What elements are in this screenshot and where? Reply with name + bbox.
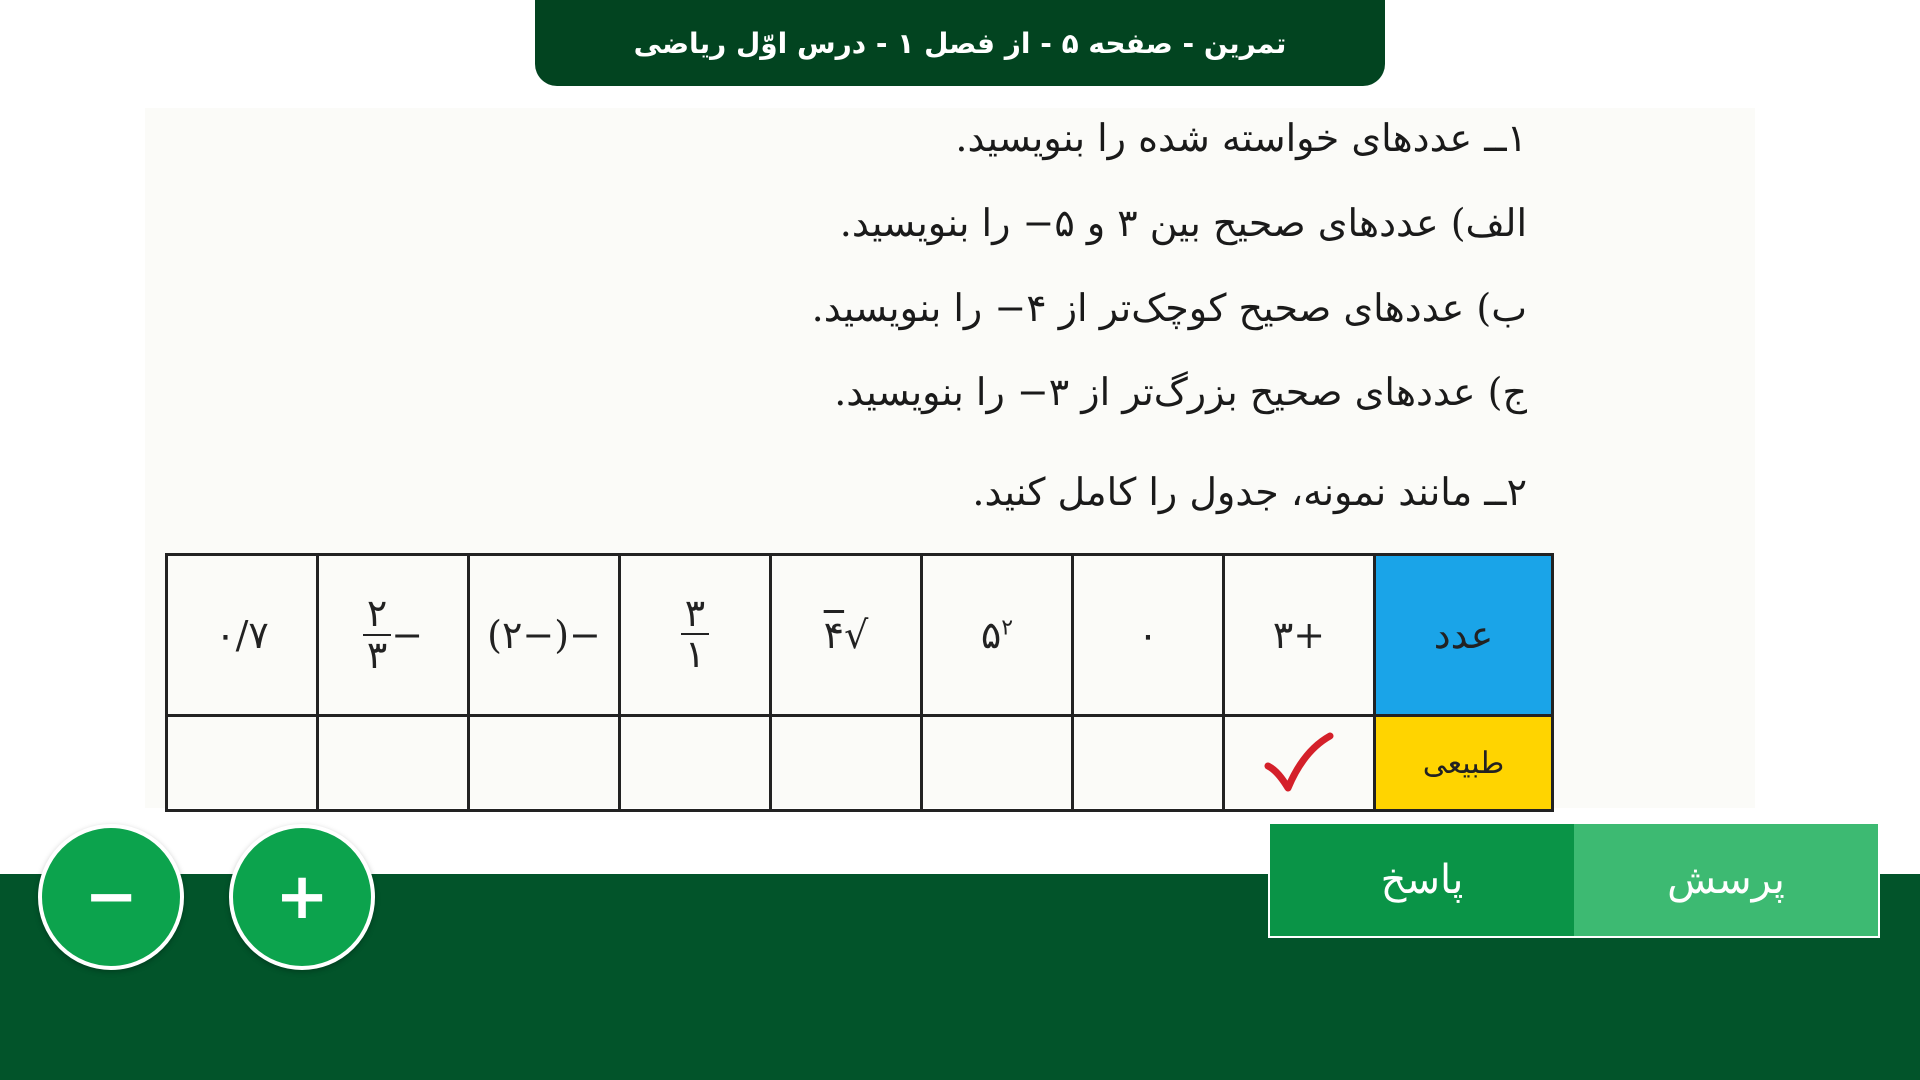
- number-cell: − ۲ ۳: [318, 555, 469, 716]
- question-1-part-a: الف) عددهای صحیح بین ۳ و ۵− را بنویسید.: [839, 201, 1527, 245]
- page-title-text: تمرین - صفحه ۵ - از فصل ۱ - درس اوّل ریاضی: [633, 26, 1287, 60]
- zoom-out-button[interactable]: −: [38, 824, 184, 970]
- natural-cell[interactable]: [1224, 716, 1375, 811]
- question-1: ۱ــ عددهای خواسته شده را بنویسید.: [955, 116, 1527, 160]
- number-cell: −(−۲): [469, 555, 620, 716]
- number-classification-table: [165, 553, 1554, 812]
- question-1-part-b: ب) عددهای صحیح کوچک‌تر از ۴− را بنویسید.: [811, 286, 1527, 330]
- number-cell: ۳ ۱: [620, 555, 771, 716]
- natural-cell[interactable]: [771, 716, 922, 811]
- natural-cell[interactable]: [167, 716, 318, 811]
- row-header-natural: طبیعی: [1375, 716, 1553, 811]
- sqrt-symbol: √: [844, 613, 869, 657]
- natural-cell[interactable]: [469, 716, 620, 811]
- page-title: [535, 0, 1385, 86]
- tab-answer[interactable]: پاسخ: [1270, 824, 1574, 936]
- number-cell: ۰/۷: [167, 555, 318, 716]
- table-row-natural: [167, 716, 1553, 811]
- number-cell: ۰: [1073, 555, 1224, 716]
- natural-cell[interactable]: [620, 716, 771, 811]
- question-2: ۲ــ مانند نمونه، جدول را کامل کنید.: [972, 470, 1527, 514]
- mode-tabs: [1268, 822, 1880, 938]
- zoom-in-button[interactable]: +: [229, 824, 375, 970]
- tab-question[interactable]: پرسش: [1574, 824, 1878, 936]
- number-cell: √۴: [771, 555, 922, 716]
- natural-cell[interactable]: [1073, 716, 1224, 811]
- row-header-number: عدد: [1375, 555, 1553, 716]
- table-row-numbers: [167, 555, 1553, 716]
- check-icon: [1225, 732, 1373, 794]
- number-cell: +۳: [1224, 555, 1375, 716]
- question-1-part-c: ج) عددهای صحیح بزرگ‌تر از ۳− را بنویسید.: [834, 370, 1527, 414]
- natural-cell[interactable]: [922, 716, 1073, 811]
- number-cell: $۵^۲$: [922, 555, 1073, 716]
- natural-cell[interactable]: [318, 716, 469, 811]
